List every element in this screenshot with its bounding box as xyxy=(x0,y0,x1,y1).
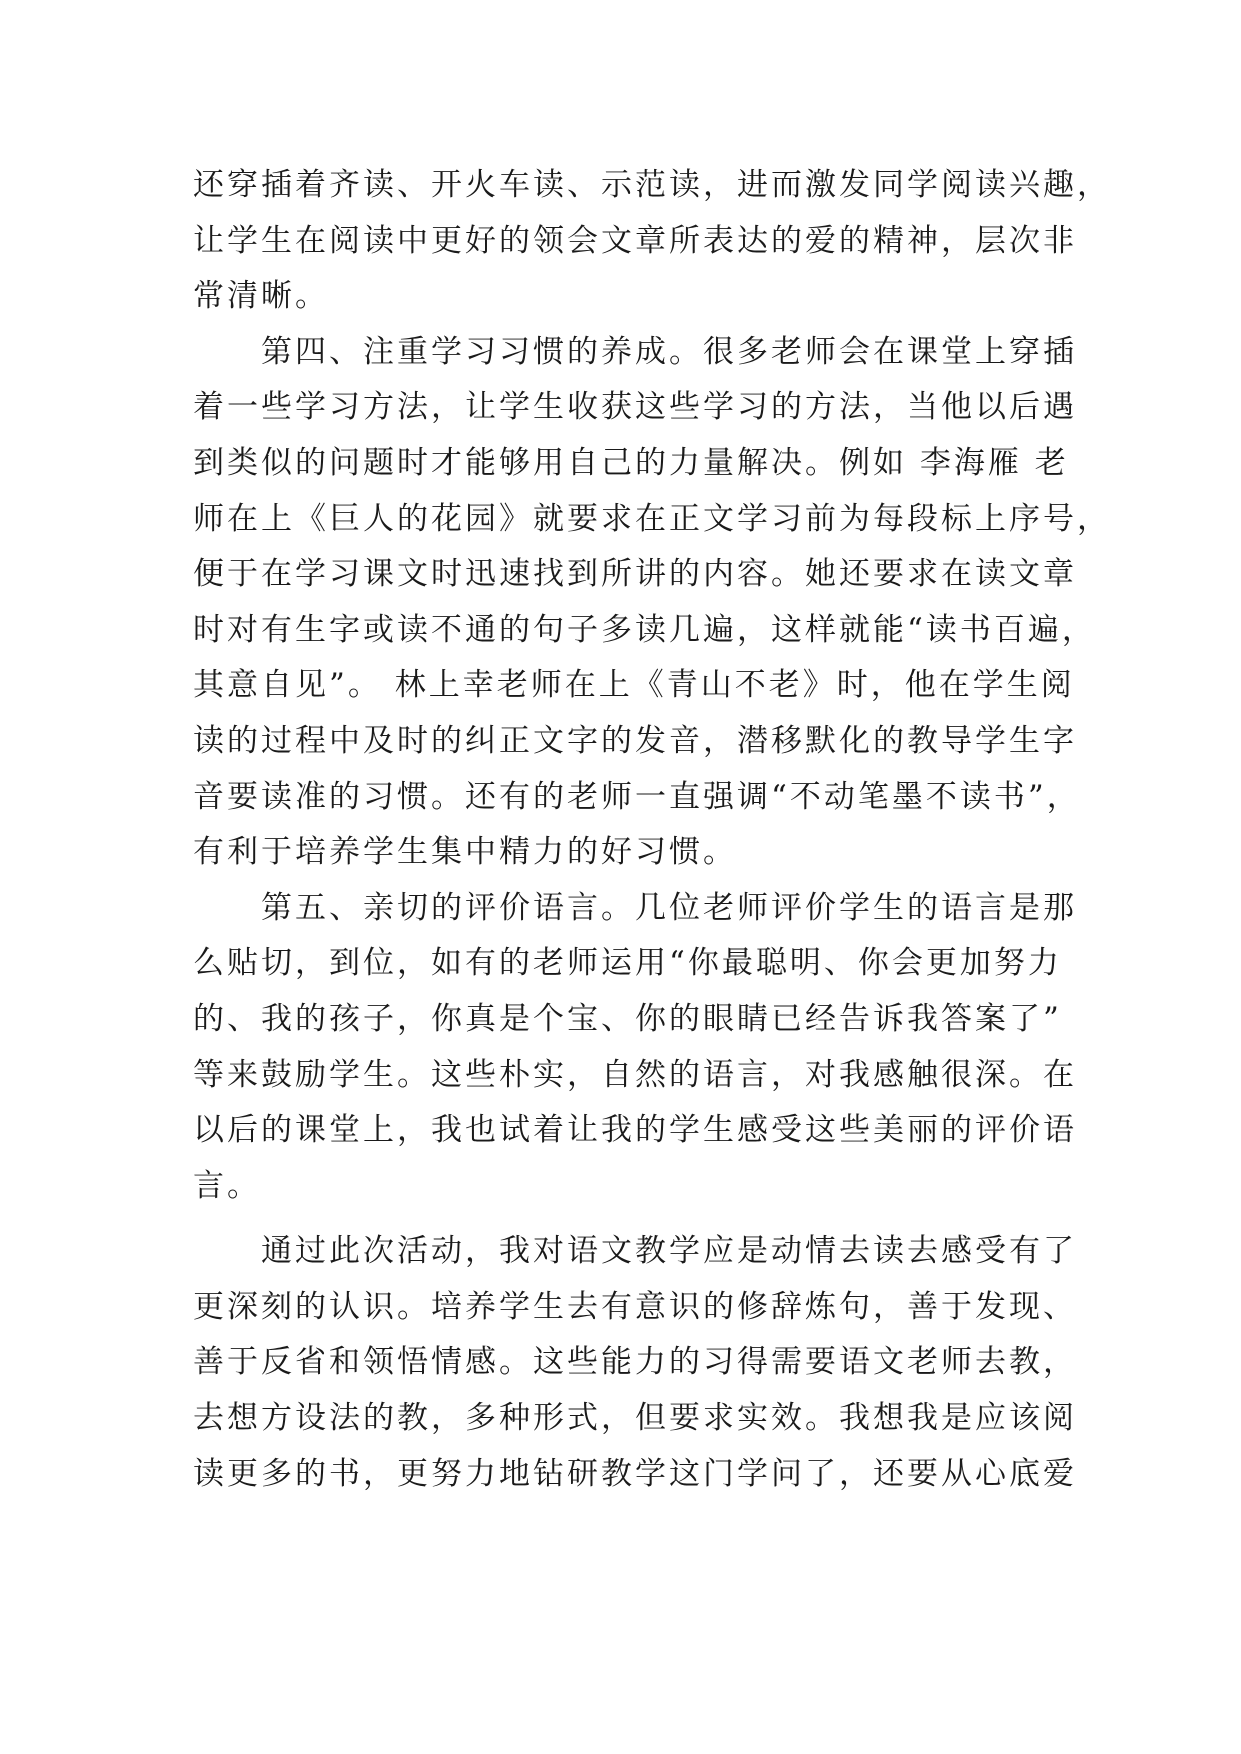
text-line: 第四、注重学习习惯的养成。很多老师会在课堂上穿插 xyxy=(261,333,1077,370)
text-line: 么贴切，到位，如有的老师运用“你最聪明、你会更加努力 xyxy=(193,945,1062,982)
text-line: 便于在学习课文时迅速找到所讲的内容。她还要求在读文章 xyxy=(193,556,1077,593)
text-line: 着一些学习方法，让学生收获这些学习的方法，当他以后遇 xyxy=(193,389,1077,426)
text-line: 读的过程中及时的纠正文字的发音，潜移默化的教导学生字 xyxy=(193,722,1077,759)
text-line: 以后的课堂上，我也试着让我的学生感受这些美丽的评价语 xyxy=(193,1112,1077,1149)
text-line: 常清晰。 xyxy=(193,278,329,315)
text-line: 让学生在阅读中更好的领会文章所表达的爱的精神，层次非 xyxy=(193,222,1077,259)
text-line: 通过此次活动，我对语文教学应是动情去读去感受有了 xyxy=(261,1233,1077,1270)
text-line: 其意自见”。 林上幸老师在上《青山不老》时，他在学生阅 xyxy=(193,667,1075,704)
text-line: 师在上《巨人的花园》就要求在正文学习前为每段标上序号， xyxy=(193,500,1111,537)
text-line: 的、我的孩子，你真是个宝、你的眼睛已经告诉我答案了” xyxy=(193,1000,1062,1037)
text-line: 更深刻的认识。培养学生去有意识的修辞炼句，善于发现、 xyxy=(193,1288,1077,1325)
text-line: 到类似的问题时才能够用自己的力量解决。例如 李海雁 老 xyxy=(193,444,1069,481)
text-line: 去想方设法的教，多种形式，但要求实效。我想我是应该阅 xyxy=(193,1400,1077,1437)
text-line: 有利于培养学生集中精力的好习惯。 xyxy=(193,834,737,871)
text-line: 第五、亲切的评价语言。几位老师评价学生的语言是那 xyxy=(261,889,1077,926)
text-line: 还穿插着齐读、开火车读、示范读，进而激发同学阅读兴趣， xyxy=(193,167,1111,203)
paragraph-1 xyxy=(193,158,1111,325)
paragraph-4 xyxy=(193,1224,1077,1502)
text-line: 言。 xyxy=(193,1167,261,1204)
text-line: 善于反省和领悟情感。这些能力的习得需要语文老师去教， xyxy=(193,1344,1077,1381)
text-line: 等来鼓励学生。这些朴实，自然的语言，对我感触很深。在 xyxy=(193,1056,1077,1093)
text-line: 音要读准的习惯。还有的老师一直强调“不动笔墨不读书”， xyxy=(193,778,1081,815)
paragraph-3 xyxy=(193,881,1077,1215)
text-line: 读更多的书，更努力地钻研教学这门学问了，还要从心底爱 xyxy=(193,1455,1077,1492)
paragraph-2 xyxy=(193,325,1111,881)
document-body xyxy=(193,158,1111,1502)
text-line: 时对有生字或读不通的句子多读几遍，这样就能“读书百遍， xyxy=(193,611,1096,648)
paragraph-spacer xyxy=(193,1214,1053,1224)
